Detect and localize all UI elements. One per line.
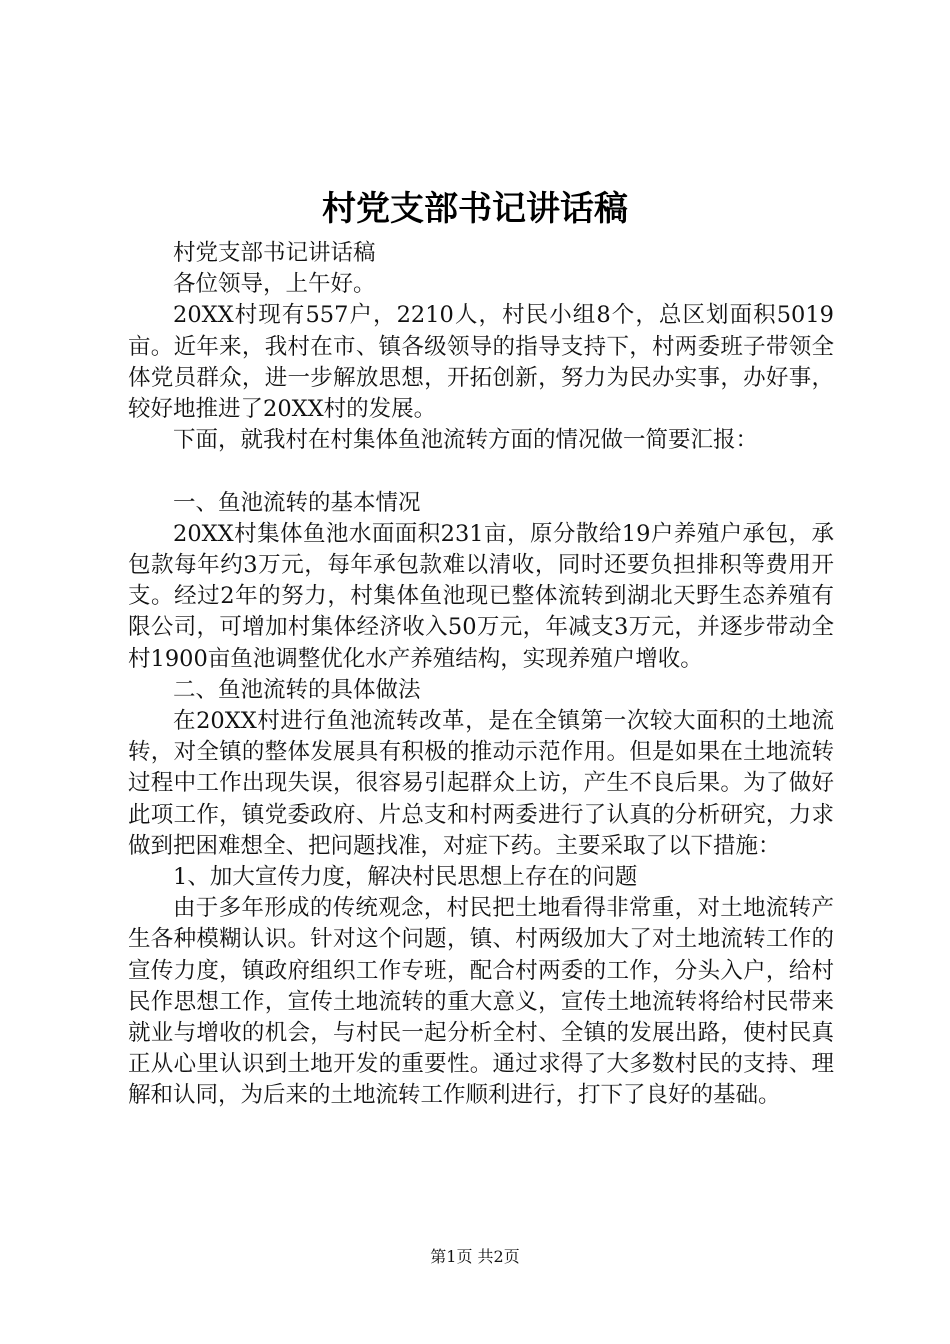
subsection-heading-1: 1、加大宣传力度，解决村民思想上存在的问题 [173, 864, 638, 891]
paragraph-greeting: 各位领导，上午好。 [173, 271, 376, 298]
paragraph-report-lead: 下面，就我村在村集体鱼池流转方面的情况做一简要汇报： [173, 427, 759, 454]
paragraph-methods: 在20XX村进行鱼池流转改革，是在全镇第一次较大面积的土地流转，对全镇的整体发展具有积极的推动示范作用。但是如果在土地流转过程中工作出现失误，很容易引起群众上访，产生不良后果。为了做好此项工作，镇党委政府、片总支和村两委进行了认真的分析研究，力求做到把困难想全、把问题找准，对症下药。主要采取了以下措施： [128, 708, 834, 859]
paragraph-subtitle: 村党支部书记讲话稿 [173, 240, 376, 266]
section-heading-1: 一、鱼池流转的基本情况 [173, 489, 421, 516]
paragraph-basic-situation: 20XX村集体鱼池水面面积231亩，原分散给19户养殖户承包，承包款每年约3万元，每年承包款难以清收，同时还要负担排积等费用开支。经过2年的努力，村集体鱼池现已整体流转到湖北天野生态养殖有限公司，可增加村集体经济收入50万元，年减支3万元，并逐步带动全村1900亩鱼池调整优化水产养殖结构，实现养殖户增收。 [128, 520, 834, 672]
document-body [128, 238, 834, 1112]
page-footer: 第1页 共2页 [430, 1247, 520, 1266]
paragraph-intro: 20XX村现有557户，2210人，村民小组8个，总区划面积5019亩。近年来，我村在市、镇各级领导的指导支持下，村两委班子带领全体党员群众，进一步解放思想，开拓创新，努力为民办实事，办好事，较好地推进了20XX村的发展。 [128, 302, 834, 423]
document-title: 村党支部书记讲话稿 [322, 189, 628, 229]
paragraph-publicity: 由于多年形成的传统观念，村民把土地看得非常重，对土地流转产生各种模糊认识。针对这个问题，镇、村两级加大了对土地流转工作的宣传力度，镇政府组织工作专班，配合村两委的工作，分头入户，给村民作思想工作，宣传土地流转的重大意义，宣传土地流转将给村民带来就业与增收的机会，与村民一起分析全村、全镇的发展出路，使村民真正从心里认识到土地开发的重要性。通过求得了大多数村民的支持、理解和认同，为后来的土地流转工作顺利进行，打下了良好的基础。 [128, 895, 834, 1109]
section-heading-2: 二、鱼池流转的具体做法 [173, 676, 421, 703]
